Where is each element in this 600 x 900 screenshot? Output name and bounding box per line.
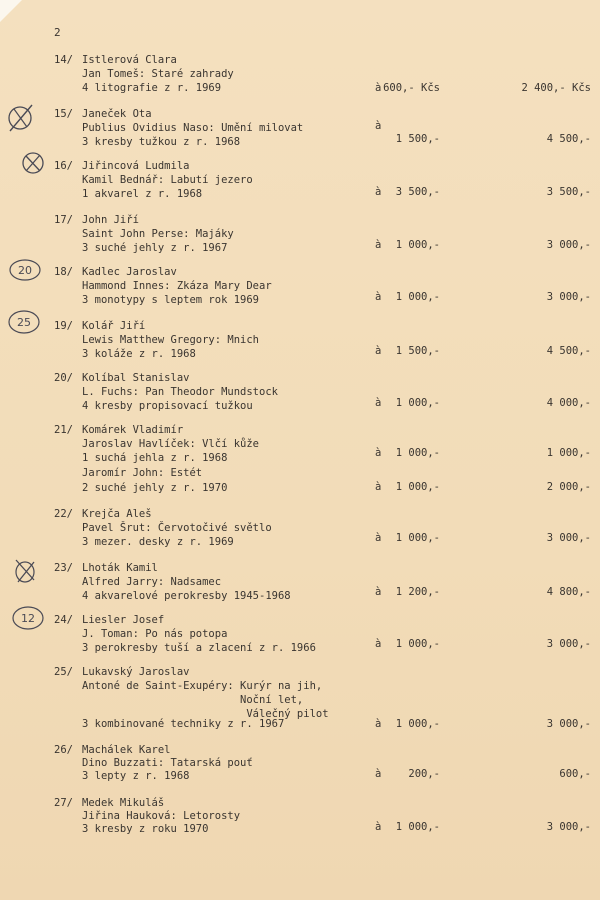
artist-name: Kolíbal Stanislav — [82, 372, 190, 384]
unit-price: 1 500,- — [395, 345, 440, 357]
work-title: J. Toman: Po nás potopa — [82, 628, 228, 640]
entry-number: 16/ — [54, 160, 73, 172]
handwritten-note: 25 — [17, 316, 31, 329]
work-description: 3 perokresby tuší a zlacení z r. 1966 — [82, 642, 316, 654]
paper-corner — [0, 0, 22, 22]
total-price: 3 000,- — [546, 239, 591, 251]
unit-price: 1 500,- — [395, 133, 440, 145]
work-title: Jaromír John: Estét — [82, 467, 203, 479]
unit-price: 600,- Kčs — [383, 82, 440, 94]
total-price: 2 000,- — [546, 481, 591, 493]
total-price: 4 000,- — [546, 397, 591, 409]
entry-number: 24/ — [54, 614, 73, 626]
handwritten-circled-number — [6, 309, 42, 335]
artist-name: John Jiří — [82, 214, 139, 226]
unit-price: 3 500,- — [395, 186, 440, 198]
total-price: 2 400,- Kčs — [521, 82, 591, 94]
entry-number: 20/ — [54, 372, 73, 384]
unit-price: 1 000,- — [395, 638, 440, 650]
entry-number: 14/ — [54, 54, 73, 66]
handwritten-cross-circle — [12, 556, 38, 586]
work-title: L. Fuchs: Pan Theodor Mundstock — [82, 386, 278, 398]
artist-name: Komárek Vladimír — [82, 424, 184, 436]
unit-marker: à — [375, 586, 382, 598]
unit-marker: à — [375, 82, 382, 94]
total-price: 3 000,- — [546, 718, 591, 730]
unit-price: 1 000,- — [395, 239, 440, 251]
entry-number: 19/ — [54, 320, 73, 332]
work-description: 1 akvarel z r. 1968 — [82, 188, 203, 200]
total-price: 600,- — [559, 768, 591, 780]
work-title: Saint John Perse: Majáky — [82, 228, 234, 240]
total-price: 3 500,- — [546, 186, 591, 198]
entry-number: 15/ — [54, 108, 73, 120]
total-price: 3 000,- — [546, 532, 591, 544]
work-title: Hammond Innes: Zkáza Mary Dear — [82, 280, 272, 292]
unit-marker: à — [375, 291, 382, 303]
entry-number: 21/ — [54, 424, 73, 436]
artist-name: Lhoták Kamil — [82, 562, 158, 574]
unit-marker: à — [375, 718, 382, 730]
unit-marker: à — [375, 532, 382, 544]
unit-marker: à — [375, 821, 382, 833]
unit-marker: à — [375, 481, 382, 493]
unit-price: 1 000,- — [395, 821, 440, 833]
work-description: 1 suchá jehla z r. 1968 — [82, 452, 228, 464]
unit-price: 200,- — [408, 768, 440, 780]
work-title: Dino Buzzati: Tatarská pouť — [82, 757, 253, 769]
work-title-continued: Válečný pilot — [82, 708, 329, 720]
artist-name: Istlerová Clara — [82, 54, 177, 66]
entry-number: 26/ — [54, 744, 73, 756]
handwritten-note: 12 — [21, 612, 35, 625]
artist-name: Medek Mikuláš — [82, 797, 165, 809]
handwritten-circled-number — [8, 258, 42, 282]
artist-name: Kolář Jiří — [82, 320, 146, 332]
work-description: 3 koláže z r. 1968 — [82, 348, 196, 360]
handwritten-cross-circle — [4, 101, 38, 133]
work-title: Pavel Šrut: Červotočivé světlo — [82, 522, 272, 534]
entry-number: 27/ — [54, 797, 73, 809]
unit-marker: à — [375, 397, 382, 409]
unit-price: 1 200,- — [395, 586, 440, 598]
work-title: Jan Tomeš: Staré zahrady — [82, 68, 234, 80]
work-description: 3 suché jehly z r. 1967 — [82, 242, 228, 254]
artist-name: Lukavský Jaroslav — [82, 666, 190, 678]
entry-number: 22/ — [54, 508, 73, 520]
page-number: 2 — [54, 26, 61, 39]
unit-marker: à — [375, 345, 382, 357]
work-title: Jaroslav Havlíček: Vlčí kůže — [82, 438, 260, 450]
work-description: 3 kombinované techniky z r. 1967 — [82, 718, 285, 730]
work-description: 3 kresby tužkou z r. 1968 — [82, 136, 241, 148]
total-price: 3 000,- — [546, 291, 591, 303]
total-price: 4 500,- — [546, 133, 591, 145]
unit-marker: à — [375, 239, 382, 251]
total-price: 3 000,- — [546, 638, 591, 650]
total-price: 4 500,- — [546, 345, 591, 357]
unit-marker: à — [375, 120, 382, 132]
work-description: 3 monotypy s leptem rok 1969 — [82, 294, 260, 306]
artist-name: Kadlec Jaroslav — [82, 266, 177, 278]
handwritten-note: 20 — [18, 264, 32, 277]
unit-marker: à — [375, 638, 382, 650]
entry-number: 23/ — [54, 562, 73, 574]
total-price: 1 000,- — [546, 447, 591, 459]
unit-price: 1 000,- — [395, 532, 440, 544]
work-title: Alfred Jarry: Nadsamec — [82, 576, 222, 588]
unit-price: 1 000,- — [395, 447, 440, 459]
entry-number: 25/ — [54, 666, 73, 678]
unit-price: 1 000,- — [395, 481, 440, 493]
work-description: 3 lepty z r. 1968 — [82, 770, 190, 782]
handwritten-cross-circle — [18, 148, 48, 178]
unit-price: 1 000,- — [395, 397, 440, 409]
handwritten-circled-number — [10, 605, 46, 631]
work-title: Jiřina Hauková: Letorosty — [82, 810, 241, 822]
artist-name: Janeček Ota — [82, 108, 152, 120]
unit-price: 1 000,- — [395, 718, 440, 730]
work-description: 2 suché jehly z r. 1970 — [82, 482, 228, 494]
work-title: Kamil Bednář: Labutí jezero — [82, 174, 253, 186]
work-title-continued: Noční let, — [82, 694, 304, 706]
work-title: Antoné de Saint-Exupéry: Kurýr na jih, — [82, 680, 323, 692]
unit-marker: à — [375, 447, 382, 459]
unit-marker: à — [375, 186, 382, 198]
work-title: Publius Ovidius Naso: Umění milovat — [82, 122, 304, 134]
entry-number: 17/ — [54, 214, 73, 226]
artist-name: Machálek Karel — [82, 744, 171, 756]
artist-name: Liesler Josef — [82, 614, 165, 626]
work-description: 4 litografie z r. 1969 — [82, 82, 222, 94]
work-description: 4 kresby propisovací tužkou — [82, 400, 253, 412]
entry-number: 18/ — [54, 266, 73, 278]
work-title: Lewis Matthew Gregory: Mnich — [82, 334, 260, 346]
total-price: 4 800,- — [546, 586, 591, 598]
work-description: 3 mezer. desky z r. 1969 — [82, 536, 234, 548]
work-description: 3 kresby z roku 1970 — [82, 823, 209, 835]
unit-marker: à — [375, 768, 382, 780]
total-price: 3 000,- — [546, 821, 591, 833]
work-description: 4 akvarelové perokresby 1945-1968 — [82, 590, 291, 602]
unit-price: 1 000,- — [395, 291, 440, 303]
artist-name: Jiřincová Ludmila — [82, 160, 190, 172]
artist-name: Krejča Aleš — [82, 508, 152, 520]
